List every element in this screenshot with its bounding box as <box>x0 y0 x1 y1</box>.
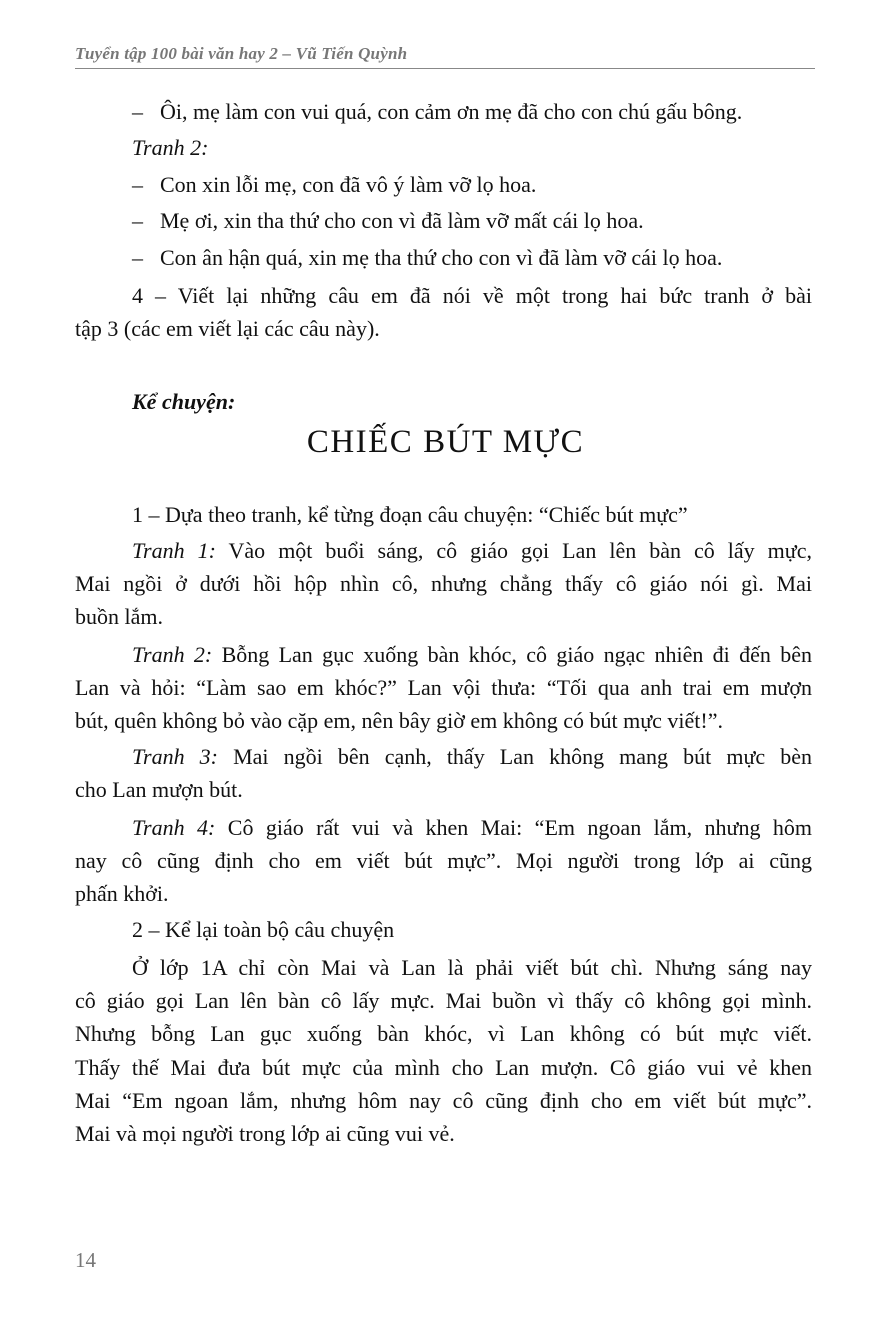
paragraph <box>75 951 812 1150</box>
line-text: 2 – Kể lại toàn bộ câu chuyện <box>132 917 395 942</box>
line-text: Tranh 2: <box>132 135 209 160</box>
line-text: Con ân hận quá, xin mẹ tha thứ cho con vì đã làm vỡ cái lọ hoa. <box>160 245 723 270</box>
text-line <box>75 131 812 164</box>
paragraph <box>75 638 812 738</box>
story-title: CHIẾC BÚT MỰC <box>306 424 585 460</box>
section-heading: Kể chuyện: <box>132 389 236 414</box>
line-text: Mai ngồi ở dưới hồi hộp nhìn cô, nhưng chẳng thấy cô giáo nói gì. Mai <box>75 571 812 597</box>
paragraph <box>75 534 812 634</box>
line-text: Mẹ ơi, xin tha thứ cho con vì đã làm vỡ mất cái lọ hoa. <box>160 208 644 233</box>
text-line <box>75 913 812 946</box>
text-line <box>75 844 812 877</box>
text-line <box>75 498 812 531</box>
dash-bullet: – <box>132 208 143 233</box>
text-line <box>75 811 812 844</box>
line-text: Mai và mọi người trong lớp ai cũng vui vẻ. <box>75 1120 455 1146</box>
line-text: cô giáo gọi Lan lên bàn cô lấy mực. Mai buồn vì thấy cô không gọi mình. <box>75 988 812 1014</box>
text-line <box>75 241 812 274</box>
picture-label: Tranh 1: <box>132 538 216 563</box>
picture-label <box>75 131 812 164</box>
dialogue-line <box>75 95 812 128</box>
text-line <box>75 567 812 600</box>
paragraph <box>75 279 812 345</box>
line-text: Lan và hỏi: “Làm sao em khóc?” Lan vội thưa: “Tối qua anh trai em mượn <box>75 675 812 701</box>
line-text: Ôi, mẹ làm con vui quá, con cảm ơn mẹ đã cho con chú gấu bông. <box>160 99 743 124</box>
dash-bullet: – <box>132 172 143 197</box>
text-line <box>75 312 812 345</box>
text-line <box>75 1117 812 1150</box>
line-text: Thấy thế Mai đưa bút mực của mình cho Lan mượn. Cô giáo vui vẻ khen <box>75 1054 812 1080</box>
line-text: Mai “Em ngoan lắm, nhưng hôm nay cô cũng định cho em viết bút mực”. <box>75 1087 812 1113</box>
running-header: Tuyển tập 100 bài văn hay 2 – Vũ Tiến Quỳnh <box>75 44 408 63</box>
text-line <box>75 95 812 128</box>
page-number: 14 <box>75 1248 96 1272</box>
line-text: Bỗng Lan gục xuống bàn khóc, cô giáo ngạc nhiên đi đến bên <box>212 642 812 667</box>
paragraph <box>75 740 812 806</box>
line-text: Con xin lỗi mẹ, con đã vô ý làm vỡ lọ hoa. <box>160 172 537 197</box>
text-line <box>75 984 812 1017</box>
line-text: nay cô cũng định cho em viết bút mực”. Mọi người trong lớp ai cũng <box>75 848 812 874</box>
line-text: cho Lan mượn bút. <box>75 777 243 803</box>
header-divider <box>75 68 815 69</box>
text-line <box>75 951 812 984</box>
text-line <box>75 168 812 201</box>
line-text: Ở lớp 1A chỉ còn Mai và Lan là phải viết bút chì. Nhưng sáng nay <box>132 955 812 980</box>
text-line <box>75 1051 812 1084</box>
picture-label: Tranh 4: <box>132 815 216 840</box>
picture-label: Tranh 3: <box>132 744 219 769</box>
line-text: Vào một buổi sáng, cô giáo gọi Lan lên bàn cô lấy mực, <box>215 538 812 563</box>
dash-bullet: – <box>132 99 143 124</box>
line-text: tập 3 (các em viết lại các câu này). <box>75 316 380 342</box>
line-text: 1 – Dựa theo tranh, kể từng đoạn câu chuyện: “Chiếc bút mực” <box>132 502 688 527</box>
text-line <box>75 704 812 737</box>
line-text: bút, quên không bỏ vào cặp em, nên bây giờ em không có bút mực viết!”. <box>75 708 723 734</box>
line-text: Cô giáo rất vui và khen Mai: “Em ngoan lắm, nhưng hôm <box>215 815 812 840</box>
picture-label: Tranh 2: <box>132 642 213 667</box>
text-line <box>75 773 812 806</box>
dialogue-line <box>75 168 812 201</box>
text-line <box>75 204 812 237</box>
paragraph <box>75 811 812 911</box>
dialogue-line <box>75 204 812 237</box>
text-line <box>75 740 812 773</box>
dash-bullet: – <box>132 245 143 270</box>
text-line <box>75 600 812 633</box>
line-text: buồn lắm. <box>75 604 163 630</box>
paragraph <box>75 913 812 946</box>
dialogue-line <box>75 241 812 274</box>
line-text: Nhưng bỗng Lan gục xuống bàn khóc, vì Lan không có bút mực viết. <box>75 1021 812 1047</box>
line-text: 4 – Viết lại những câu em đã nói về một trong hai bức tranh ở bài <box>132 283 812 308</box>
text-line <box>75 671 812 704</box>
text-line <box>75 279 812 312</box>
text-line <box>75 534 812 567</box>
line-text: phấn khởi. <box>75 881 169 907</box>
text-line <box>75 877 812 910</box>
line-text: Mai ngồi bên cạnh, thấy Lan không mang bút mực bèn <box>218 744 812 769</box>
text-line <box>75 638 812 671</box>
text-line <box>75 1017 812 1050</box>
text-line <box>75 1084 812 1117</box>
paragraph <box>75 498 812 531</box>
